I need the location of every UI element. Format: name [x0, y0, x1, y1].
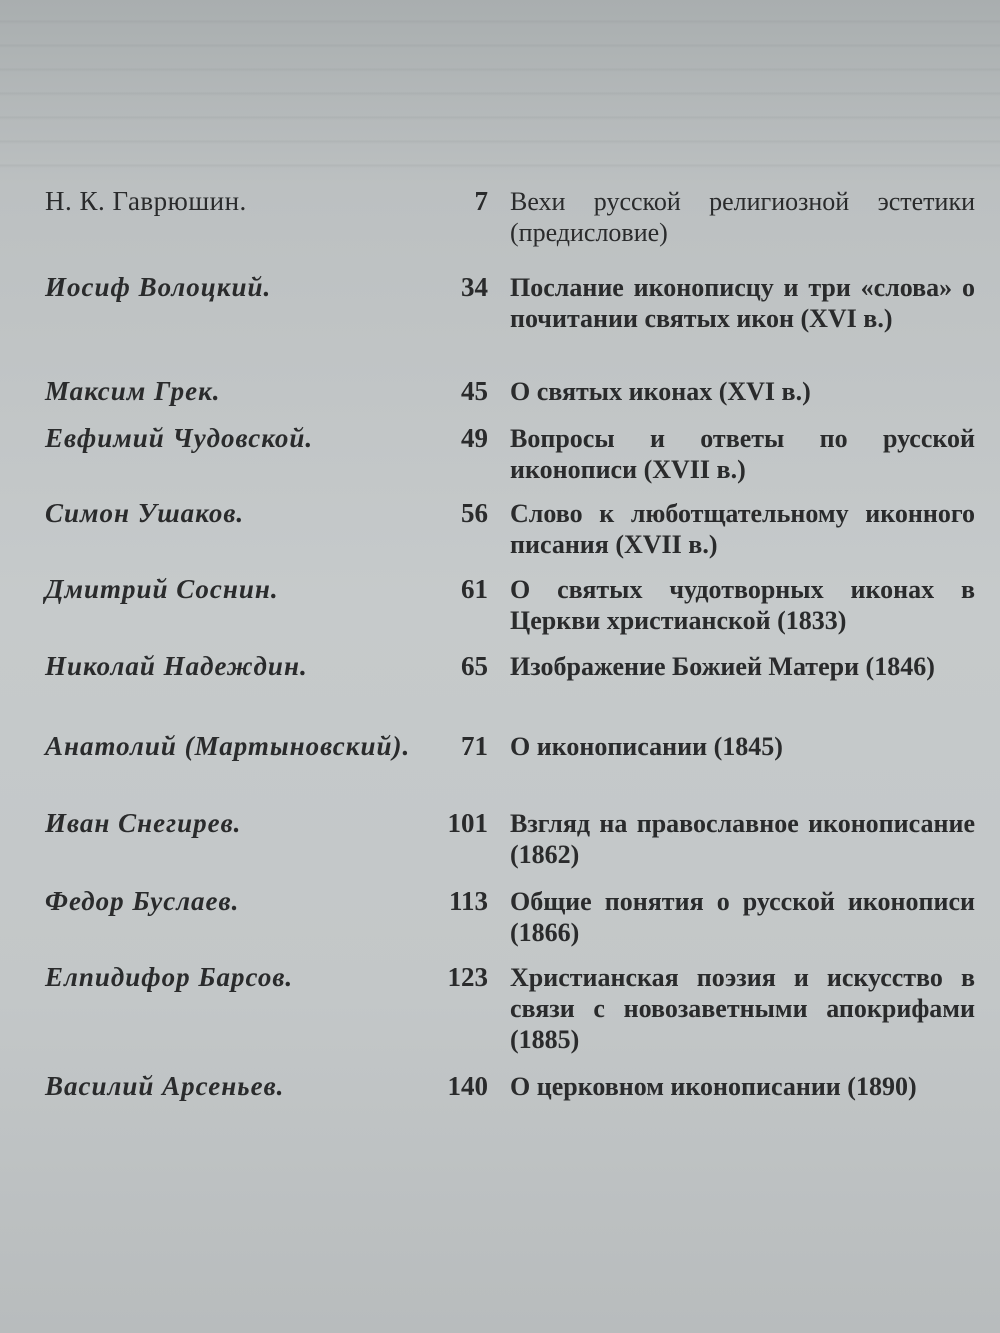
toc-page-number: 140 — [447, 1071, 488, 1101]
toc-page-number: 45 — [461, 376, 488, 406]
toc-title: Вехи русской религиозной эстетики (предисловие) — [510, 187, 975, 247]
toc-title: Взгляд на православное иконописание (1862) — [510, 809, 975, 869]
toc-author: Симон Ушаков. — [45, 498, 245, 528]
toc-author: Федор Буслаев. — [45, 886, 240, 916]
toc-title: О иконописании (1845) — [510, 732, 783, 761]
toc-author: Иван Снегирев. — [45, 808, 242, 838]
toc-author: Максим Грек. — [45, 376, 221, 406]
toc-page-number: 56 — [461, 498, 488, 528]
toc-page-number: 65 — [461, 651, 488, 681]
toc-author: Елпидифор Барсов. — [45, 962, 294, 992]
toc-title: Слово к люботщательному иконного писания (XVII в.) — [510, 499, 975, 559]
toc-title: Послание иконописцу и три «слова» о почитании святых икон (XVI в.) — [510, 273, 975, 333]
toc-page-number: 71 — [461, 731, 488, 761]
bleed-through-text — [0, 0, 1000, 170]
toc-page-number: 61 — [461, 574, 488, 604]
toc-author: Василий Арсеньев. — [45, 1071, 285, 1101]
toc-title: Христианская поэзия и искусство в связи с новозаветными апокрифами (1885) — [510, 963, 975, 1054]
toc-title: Вопросы и ответы по русской иконописи (XVII в.) — [510, 424, 975, 484]
toc-author: Иосиф Волоцкий. — [45, 272, 272, 302]
toc-title: Изображение Божией Матери (1846) — [510, 652, 935, 681]
toc-title: О церковном иконописании (1890) — [510, 1072, 917, 1101]
toc-page-number: 49 — [461, 423, 488, 453]
toc-author: Николай Надеждин. — [45, 651, 308, 681]
toc-title: О святых чудотворных иконах в Церкви христианской (1833) — [510, 575, 975, 635]
toc-page-number: 34 — [461, 272, 488, 302]
toc-page-number: 123 — [447, 962, 488, 992]
toc-author: Анатолий (Мартыновский). — [45, 731, 411, 761]
toc-title: О святых иконах (XVI в.) — [510, 377, 811, 406]
toc-author: Евфимий Чудовской. — [45, 423, 314, 453]
toc-author: Дмитрий Соснин. — [45, 574, 279, 604]
toc-page-number: 7 — [474, 186, 488, 216]
toc-title: Общие понятия о русской иконописи (1866) — [510, 887, 975, 947]
toc-author: Н. К. Гаврюшин. — [45, 186, 247, 216]
toc-page-number: 113 — [448, 886, 488, 916]
toc-page-number: 101 — [447, 808, 488, 838]
